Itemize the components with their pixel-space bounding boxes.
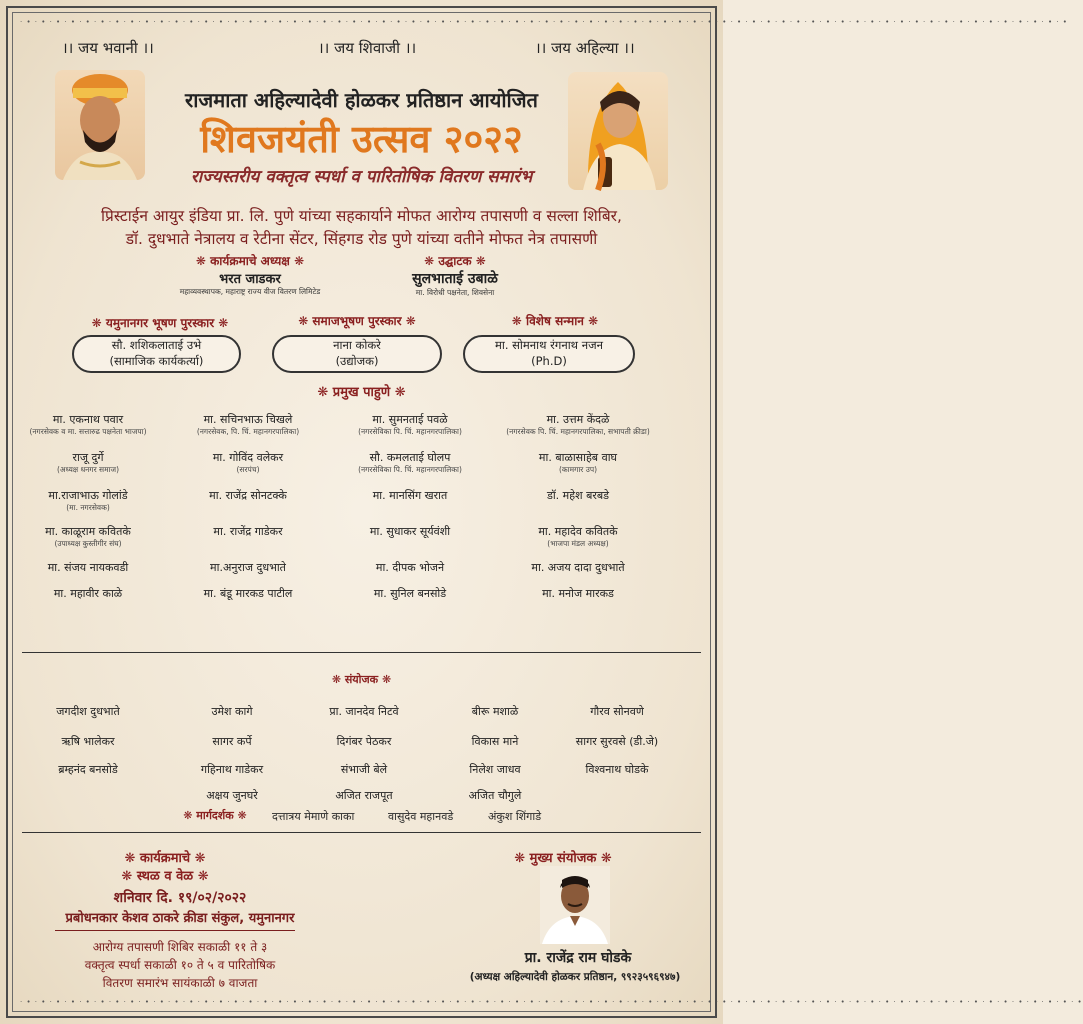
guest-name: मा. सुमनताई पवळे [372, 413, 448, 426]
venue-divider [55, 930, 295, 931]
sanyojak-name: निलेश जाधव [469, 763, 521, 776]
guest-name: सौ. कमलताई घोलप [369, 451, 451, 464]
guest-desc: (अध्यक्ष धनगर समाज) [56, 465, 120, 474]
sanyojak-name: सागर कर्पे [212, 735, 252, 748]
venue-label-2: ❋ स्थळ व वेळ ❋ [121, 869, 209, 884]
sanyojak-name: उमेश कागे [211, 705, 253, 718]
sanyojak-name: सागर सुरवसे (डी.जे) [575, 735, 659, 748]
sanyojak-name: अजित चौगुले [468, 789, 522, 802]
sanyojak-name: अक्षय जुनघरे [206, 789, 258, 802]
guest-entry [158, 560, 338, 575]
guest-name: मा. एकनाथ पवार [52, 413, 124, 426]
guest-desc: (नगरसेविका पि. चिं. महानगरपालिका) [358, 427, 462, 436]
guest-name: मा. संजय नायकवडी [47, 561, 129, 574]
guest-name: मा. मनोज मारकड [542, 587, 614, 600]
guest-name: मा. राजेंद्र गाडेकर [213, 525, 283, 538]
guest-entry [320, 488, 500, 503]
sanyojak-heading: ❋ संयोजक ❋ [331, 673, 392, 686]
award-label-3: ❋ विशेष सन्मान ❋ [511, 314, 599, 328]
president-block [150, 252, 350, 297]
main-organizer-label: ❋ मुख्य संयोजक ❋ [514, 851, 612, 866]
guest-entry [0, 560, 178, 575]
guest-name: राजू दुर्गे [72, 451, 104, 464]
guest-name: मा. राजेंद्र सोनटक्के [209, 489, 287, 502]
health-camp-info [0, 205, 723, 251]
jay-shivaji: ।। जय शिवाजी ।। [318, 39, 417, 57]
award-pill-3 [463, 335, 635, 373]
guest-entry [488, 586, 668, 601]
award-pill-1 [72, 335, 241, 373]
guest-entry [320, 450, 500, 475]
sanyojak-name: ऋषि भालेकर [61, 735, 115, 748]
award-pill-2 [272, 335, 442, 373]
guest-name: मा. बाळासाहेब वाघ [538, 451, 618, 464]
guest-desc: (भाजपा मंडल अध्यक्ष) [547, 539, 609, 548]
guest-desc: (उपाध्यक्ष कुस्तीगीर संघ) [54, 539, 122, 548]
guest-entry [0, 488, 178, 513]
guest-name: मा. काळूराम कवितके [45, 525, 131, 538]
guest-name: डॉ. महेश बरबडे [546, 489, 610, 502]
guest-name: मा. महादेव कवितके [538, 525, 618, 538]
guest-entry [320, 586, 500, 601]
guest-name: मा. उत्तम केंदळे [546, 413, 610, 426]
guest-entry [320, 560, 500, 575]
guest-desc: (सरपंच) [236, 465, 260, 474]
award-2-name: नाना कोकरे [333, 338, 381, 352]
event-venue: प्रबोधनकार केशव ठाकरे क्रीडा संकुल, यमुनानगर [65, 911, 295, 926]
award-2-desc: (उद्योजक) [335, 354, 379, 368]
guest-entry [158, 586, 338, 601]
guest-desc: (नगरसेवक पि. चिं. महानगरपालिका, सभापती क्रीडा) [506, 427, 650, 436]
award-label-1: ❋ यमुनानगर भूषण पुरस्कार ❋ [91, 316, 229, 330]
guest-desc: (मा. नगरसेवक) [66, 503, 110, 512]
guest-desc: (नगरसेवक, पि. चिं. महानगरपालिका) [196, 427, 300, 436]
margdarshak-3: अंकुश शिंगाडे [488, 810, 542, 823]
guest-name: मा. गोविंद वलेकर [212, 451, 284, 464]
guest-name: मा. सुधाकर सूर्यवंशी [369, 525, 451, 538]
guest-desc: (नगरसेविका पि. चिं. महानगरपालिका) [358, 465, 462, 474]
guest-name: मा. दीपक भोजने [375, 561, 445, 574]
margdarshak-1: दत्तात्रय मेमाणे काका [272, 810, 355, 823]
guest-entry [0, 450, 178, 475]
sanyojak-name: संभाजी बेले [340, 763, 388, 776]
sanyojak-name: गौरव सोनवणे [590, 705, 644, 718]
guest-entry [320, 524, 500, 539]
sanyojak-name: गहिनाथ गाडेकर [200, 763, 264, 776]
guest-entry [0, 586, 178, 601]
guest-entry [158, 524, 338, 539]
main-organizer-desc: (अध्यक्ष अहिल्यादेवी होळकर प्रतिष्ठान, ९९२३५९६९४७) [469, 971, 681, 983]
award-1-name: सौ. शशिकलाताई उभे [111, 338, 202, 352]
sanyojak-name: प्रा. जानदेव निटवे [329, 705, 399, 718]
timing-1: आरोग्य तपासणी शिबिर सकाळी ११ ते ३ [92, 940, 268, 954]
award-1-desc: (सामाजिक कार्यकर्त्या) [109, 354, 204, 368]
jay-ahilya: ।। जय अहिल्या ।। [535, 39, 635, 57]
guest-entry [158, 450, 338, 475]
inaugurator-label: ❋ उद्घाटक ❋ [424, 254, 486, 268]
margdarshak-2: वासुदेव महानवडे [388, 810, 454, 823]
timing-2: वक्तृत्व स्पर्धा सकाळी १० ते ५ व पारितोषिक [84, 958, 276, 972]
margdarshak-label: ❋ मार्गदर्शक ❋ [183, 809, 247, 822]
guest-desc: (नगरसेवक व मा. सत्तारुढ पक्षनेता भाजपा) [29, 427, 147, 436]
guests-heading: ❋ प्रमुख पाहुणे ❋ [317, 385, 406, 400]
divider-2 [22, 832, 701, 833]
organizer-photo [540, 866, 610, 944]
camp-line-1: प्रिस्टाईन आयुर इंडिया प्रा. लि. पुणे यांच्या सहकार्याने मोफत आरोग्य तपासणी व सल्ला शिबिर, [101, 207, 622, 225]
jay-bhavani: ।। जय भवानी ।। [62, 39, 154, 57]
guest-entry [488, 560, 668, 575]
guest-name: मा. बंडू मारकड पाटील [203, 587, 293, 600]
award-3-name: मा. सोमनाथ रंगनाथ नजन [494, 338, 603, 352]
camp-line-2: डॉ. दुधभाते नेत्रालय व रेटीना सेंटर, सिंहगड रोड पुणे यांच्या वतीने मोफत नेत्र तपासणी [125, 230, 598, 248]
president-label: ❋ कार्यक्रमाचे अध्यक्ष ❋ [195, 254, 305, 268]
guest-name: मा.अनुराज दुधभाते [210, 561, 286, 574]
award-label-2: ❋ समाजभूषण पुरस्कार ❋ [298, 314, 416, 328]
sanyojak-name: दिगंबर पेठकर [336, 735, 392, 748]
president-name: भरत जाडकर [219, 272, 281, 287]
bottom-dot-border: · • · • · • · • · • · • · • · • · • · • · • · • · • · • · • · • · • · • · • · • · • · • · • · • · • · • · • · • · • · • · • · • · • · • · • · • · • · • · • · • · • · • · • · • · • · • · • · • · • · • · • · • · • · • · • · • · • · • · • · • · • · • · • · • · • · • · • · • · • · • · • · • [20, 998, 1083, 1006]
inaugurator-desc: मा. विरोधी पक्षनेता, शिवसेना [415, 288, 495, 297]
guest-entry [158, 412, 338, 437]
award-3-desc: (Ph.D) [531, 354, 567, 368]
organizer-line: राजमाता अहिल्यादेवी होळकर प्रतिष्ठान आयोजित [185, 88, 538, 112]
inaugurator-block [370, 252, 540, 298]
timing-3: वितरण समारंभ सायंकाळी ७ वाजता [102, 976, 258, 990]
guest-name: मा. मानसिंग खरात [372, 489, 448, 502]
venue-label-1: ❋ कार्यक्रमाचे ❋ [124, 851, 206, 866]
sanyojak-name: अजित राजपूत [335, 789, 393, 802]
sanyojak-name: ब्रम्हनंद बनसोडे [58, 763, 118, 776]
sanyojak-name: विकास माने [471, 735, 519, 748]
guest-name: मा. महावीर काळे [53, 587, 123, 600]
inaugurator-name: सुलभाताई उबाळे [412, 271, 498, 287]
guest-name: मा. अजय दादा दुधभाते [531, 561, 625, 574]
guest-entry [488, 488, 668, 503]
guest-entry [488, 412, 668, 437]
guest-entry [0, 524, 178, 549]
guest-entry [488, 450, 668, 475]
top-dot-border: · • · • · • · • · • · • · • · • · • · • · • · • · • · • · • · • · • · • · • · • · • · • · • · • · • · • · • · • · • · • · • · • · • · • · • · • · • · • · • · • · • · • · • · • · • · • · • · • · • · • · • · • · • · • · • · • · • · • · • · • · • · • · • · • · • · • · • · • · • · • · • [20, 18, 1068, 26]
event-subtitle: राज्यस्तरीय वक्तृत्व स्पर्धा व पारितोषिक वितरण समारंभ [190, 167, 533, 187]
timings [30, 938, 330, 992]
guest-desc: (कामगार उप) [558, 465, 598, 474]
president-desc: महाव्यवस्थापक, महाराष्ट्र राज्य वीज वितरण लिमिटेड [179, 287, 321, 296]
guest-entry [158, 488, 338, 503]
event-title: शिवजयंती उत्सव २०२२ [200, 117, 523, 161]
guest-entry [0, 412, 178, 437]
guest-name: मा.राजाभाऊ गोलांडे [48, 489, 128, 502]
divider-1 [22, 652, 701, 653]
main-organizer-name: प्रा. राजेंद्र राम घोडके [524, 950, 632, 966]
sanyojak-name: जगदीश दुधभाते [56, 705, 120, 718]
guest-entry [320, 412, 500, 437]
guest-entry [488, 524, 668, 549]
guest-name: मा. सुनिल बनसोडे [373, 587, 447, 600]
sanyojak-name: विश्वनाथ घोडके [585, 763, 649, 776]
guest-name: मा. सचिनभाऊ चिखले [203, 413, 293, 426]
sanyojak-name: बीरू मशाळे [471, 705, 519, 718]
event-date: शनिवार दि. १९/०२/२०२२ [113, 890, 247, 906]
